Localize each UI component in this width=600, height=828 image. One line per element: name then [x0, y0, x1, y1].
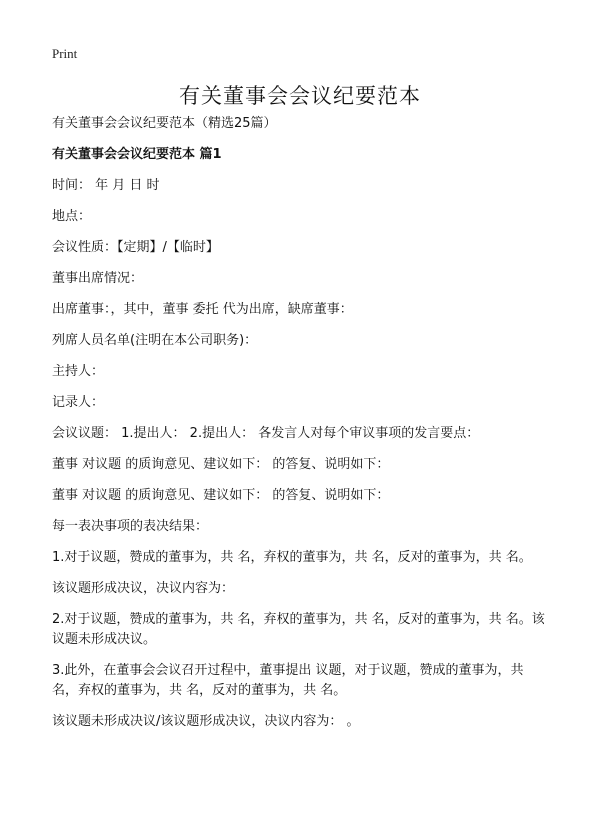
- section-heading: 有关董事会会议纪要范本 篇1: [52, 147, 222, 162]
- document-body: [52, 114, 552, 743]
- document-subtitle: 有关董事会会议纪要范本（精选25篇）: [52, 116, 277, 131]
- paragraph-present-directors: 出席董事：，其中，董事 委托 代为出席，缺席董事：: [52, 302, 353, 317]
- paragraph-meeting-type: 会议性质：【定期】/【临时】: [52, 240, 219, 255]
- paragraph-vote-1: 1.对于议题，赞成的董事为，共 名，弃权的董事为，共 名，反对的董事为，共 名。: [52, 550, 532, 565]
- paragraph-inquiry-1: 董事 对议题 的质询意见、建议如下： 的答复、说明如下：: [52, 457, 390, 472]
- paragraph-attendance: 董事出席情况：: [52, 271, 144, 286]
- paragraph-vote-3: 3.此外，在董事会会议召开过程中，董事提出 议题，对于议题，赞成的董事为，共 名，弃权的董事为，共 名，反对的董事为，共 名。: [52, 663, 524, 698]
- print-link[interactable]: Print: [52, 46, 78, 61]
- paragraph-agenda: 会议议题： 1.提出人： 2.提出人： 各发言人对每个审议事项的发言要点：: [52, 426, 480, 441]
- paragraph-chair: 主持人：: [52, 364, 105, 379]
- paragraph-location: 地点：: [52, 209, 92, 224]
- document-title: 有关董事会会议纪要范本: [179, 84, 421, 108]
- paragraph-observers: 列席人员名单(注明在本公司职务)：: [52, 333, 258, 348]
- paragraph-vote-results: 每一表决事项的表决结果：: [52, 519, 209, 534]
- paragraph-resolution-final: 该议题未形成决议/该议题形成决议，决议内容为： 。: [52, 714, 360, 729]
- paragraph-vote-2: 2.对于议题，赞成的董事为，共 名，弃权的董事为，共 名，反对的董事为，共 名。该议题未形成决议。: [52, 612, 545, 647]
- paragraph-recorder: 记录人：: [52, 395, 105, 410]
- paragraph-inquiry-2: 董事 对议题 的质询意见、建议如下： 的答复、说明如下：: [52, 488, 390, 503]
- paragraph-time: 时间： 年 月 日 时: [52, 178, 160, 193]
- paragraph-resolution-1: 该议题形成决议，决议内容为：: [52, 581, 235, 596]
